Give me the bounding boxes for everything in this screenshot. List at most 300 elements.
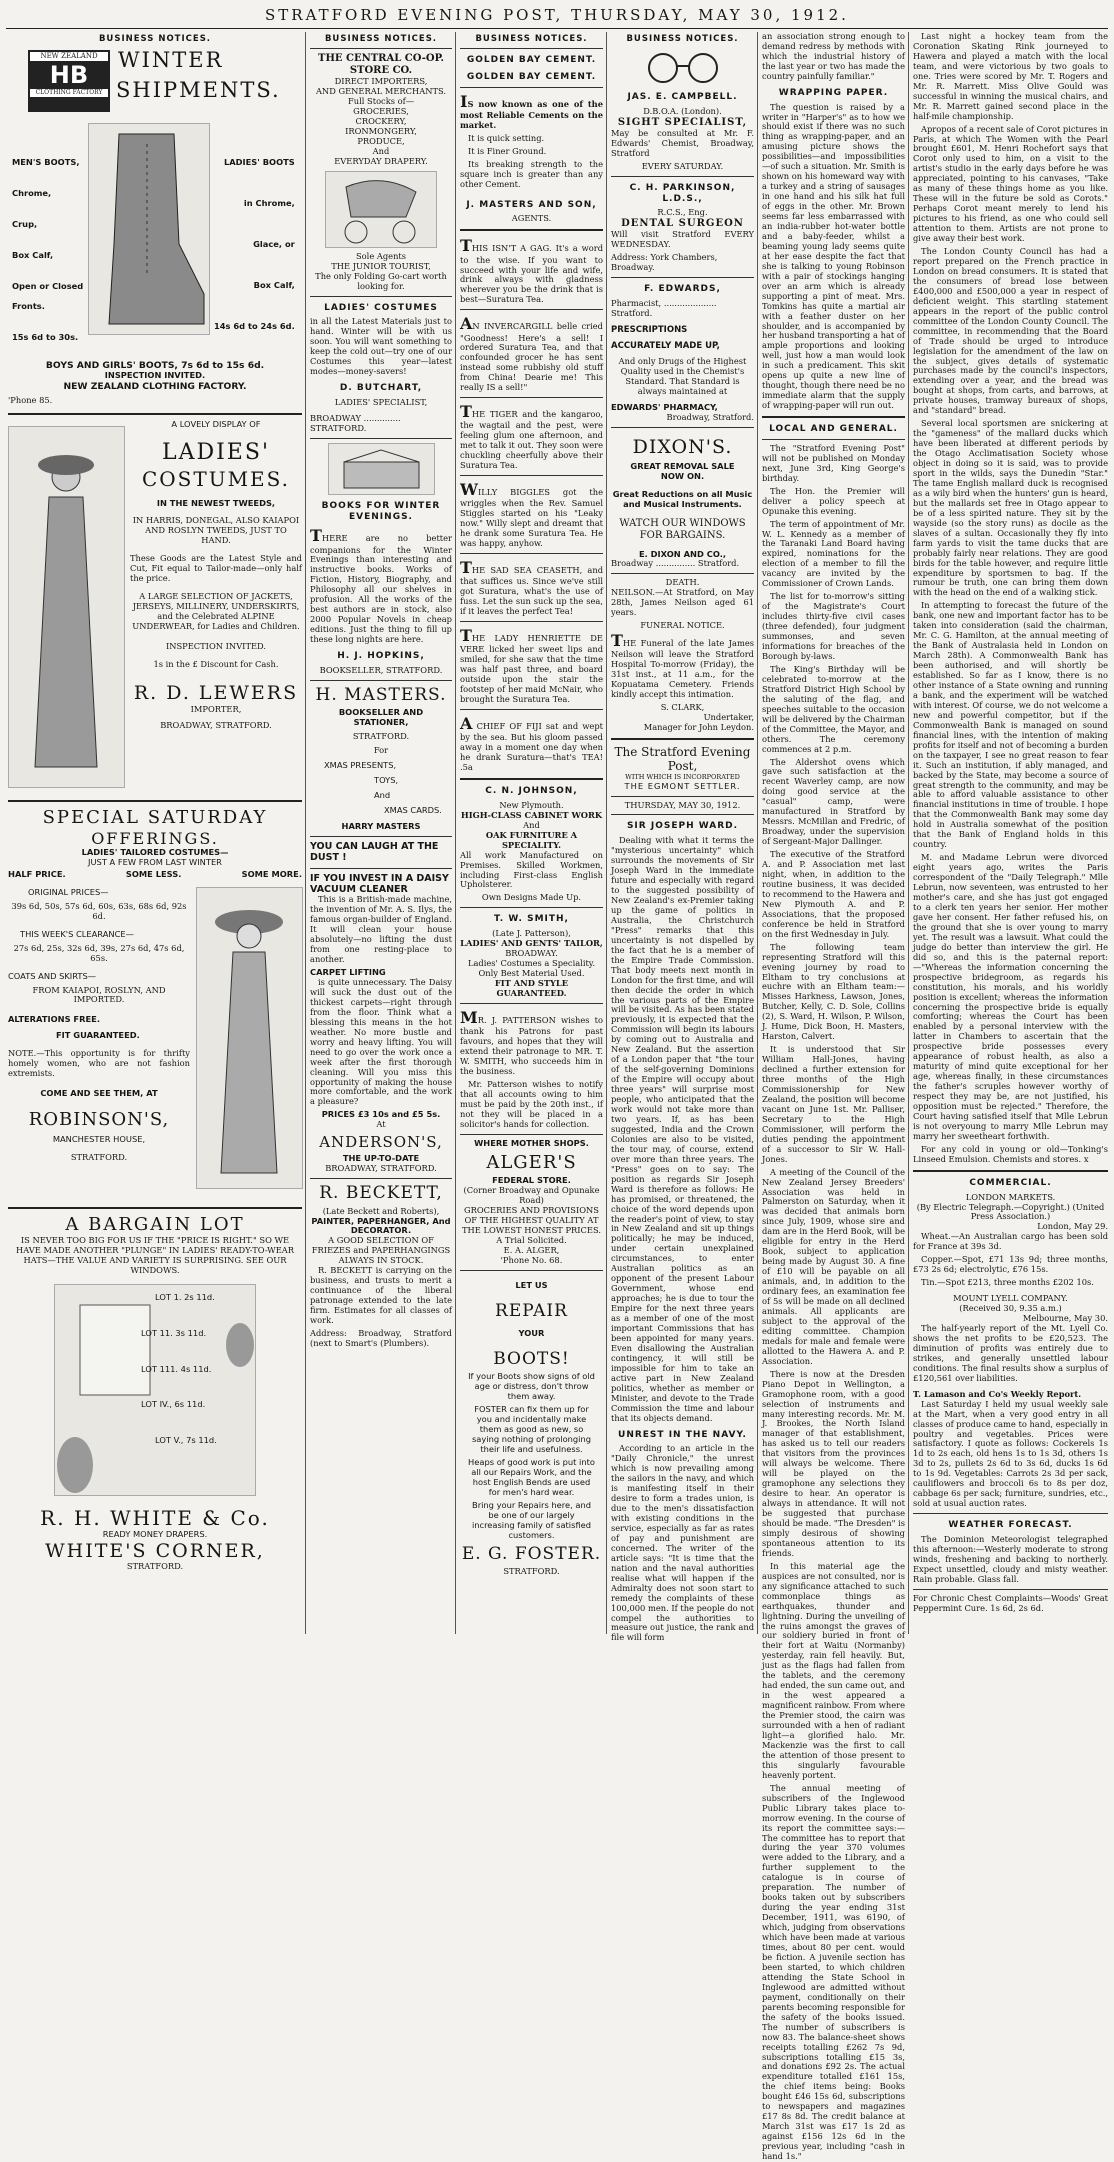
rule [762, 439, 905, 440]
parkinson-sub: R.C.S., Eng. [657, 207, 708, 218]
cement-text: IS now known as one of the most Reliable Cements on the market. [460, 91, 603, 130]
column-divider [908, 32, 909, 1634]
alterations: ALTERATIONS FREE. [8, 1014, 100, 1025]
column-divider [455, 32, 456, 1634]
lewers-title-2: COSTUMES. [141, 466, 291, 491]
list-item: Chrome, [12, 188, 52, 199]
smith-late: (Late J. Patterson), [492, 928, 571, 939]
edwards-role: Pharmacist, .................... Stratford. [611, 297, 717, 318]
rule [913, 1589, 1108, 1590]
navy-text: According to an article in the "Daily Chronicle," the unrest which is now prevailing among the sailors in the navy, and which is manifesting itself in their desire to form a trades union, is due to the men's dissatisfaction with existing conditions in the service, especially as far as rates of pay and punishment are concerned. The writer of the article says: "It is time that the nation and the naval authorities realise what will happen if the Admiralty does not soon start to remedy the complaints of these 100,000 men. If the people do not compel the authorities to measure out justice, the rank and file will form [611, 1443, 754, 1643]
smith-fit: FIT AND STYLE GUARANTEED. [494, 977, 569, 998]
spectacles-icon [638, 48, 728, 86]
carpet-text: is quite unnecessary. The Daisy will suck the dust out of the thickest carpets—right through from the floor. Think what a blessing this means in the hot weather. No more bustle and worry and heavy lifting. You will need to go over the work once a week after the first thorough cleaning. Will you miss this opportunity of making the house more comfortable, and the work a pleasure? [310, 976, 452, 1107]
rule [460, 1003, 603, 1004]
costume-illustration [8, 426, 125, 788]
local-item: The executive of the Stratford A. and P. Association met last night, when, in addition to the routine business, it was decided to recommend to the Hawera and New Plymouth A. and P. Associations, that the proposed conference be held in Stratford on the first Wednesday in July. [762, 849, 905, 939]
original-prices-label: ORIGINAL PRICES— [28, 886, 109, 897]
nz-clothing-ad [8, 48, 302, 408]
column-4 [611, 32, 754, 1643]
johnson-designs: Own Designs Made Up. [481, 892, 582, 903]
rule [460, 309, 603, 310]
week-prices: 27s 6d, 25s, 32s 6d, 39s, 27s 6d, 47s 6d, 65s. [13, 942, 185, 963]
beckett-address: Address: Broadway, Stratford (next to Smart's (Plumbers). [310, 1328, 452, 1348]
original-prices: 39s 6d, 50s, 57s 6d, 60s, 63s, 68s 6d, 92s 6d. [11, 900, 187, 921]
masthead-rule [6, 28, 1108, 29]
foster-name: E. G. FOSTER. [461, 1543, 602, 1564]
local-items [762, 444, 905, 2162]
local-item: Last night a hockey team from the Coronation Skating Rink journeyed to Hawera and played a match with the local team, and were victorious by two goals to one. Tries were scored by Mr. T. Rogers and Mr. R. Marrett. Miss Olive Gould was successful in winning the musical chairs, and Mr. R. Marrett gained second place in the half-mile championship. [913, 31, 1108, 121]
local-item: In attempting to forecast the future of the bank, one new and important factor has to be taken into consideration (said the chairman, Mr. C. G. Hamilton, at the annual meeting of the Bank of Australasia held in London on March 28th). A Commonwealth Bank has been authorised, and will shortly be established. So far as I know, there is no other instance of a State owning and running a bank, and the experiment will be watched with interest. Of course, we do not welcome a new and powerful competitor, but if the Commonwealth Bank is managed on sound financial lines, with the intention of making profits for itself and not of becoming a burden on the taxpayer, I see no great reason to fear it. Such an institution, if ably managed, and backed by the State, may become a source of great strength to the community, and may be able to afford valuable assistance to other financial institutions in time of trouble. I hope that the Commonwealth Bank may some day hold in Australia somewhat of the position that the Bank of England holds in this country. [913, 600, 1108, 850]
white-ad [8, 1214, 302, 1614]
edwards-pharmacy: EDWARDS' PHARMACY, [611, 402, 718, 412]
local-item: The "Stratford Evening Post" will not be published on Monday next, June 3rd, King George's birthday. [762, 442, 905, 483]
copper: Copper.—Spot, £71 13s 9d; three months, £73 2s 6d; electrolytic, £76 15s. [913, 1254, 1108, 1275]
tea-ad: THE LADY HENRIETTE DE VERE licked her sweet lips and smiled, for she saw that the time was half past three, and board outside upon the stair the footstep of her maid McNair, who brought the Suratura Tea. [460, 626, 603, 705]
rx-text: And only Drugs of the Highest Quality used in the Chemist's Standard. That Standard is always maintained at [618, 356, 747, 397]
robinson-title-2: OFFERINGS. [91, 828, 219, 848]
lewers-inspection: INSPECTION INVITED. [165, 641, 267, 652]
rule [460, 48, 603, 49]
local-item: The Hon. the Premier will deliver a policy speech at Opunake this evening. [762, 485, 905, 516]
rule [310, 680, 452, 681]
fit-guaranteed: FIT GUARANTEED. [56, 1030, 140, 1041]
rule [611, 738, 754, 740]
beckett-text: R. BECKETT is carrying on the business, and trusts to merit a continuance of the liberal patronage extended to the late firm. Estimates for all classes of work. [310, 1265, 452, 1326]
tea-ad: A CHIEF OF FIJI sat and wept by the sea. But his gloom passed away in a moment one day when he drank Suratura—that's TEA! .5a [460, 714, 603, 773]
tin: Tin.—Spot £213, three months £202 10s. [921, 1277, 1094, 1288]
foster-line: FOSTER can fix them up for you and incidentally make them as good as new, so saying nothing of prolonging their life and usefulness. [471, 1404, 592, 1455]
robinson-sub: JUST A FEW FROM LAST WINTER [88, 856, 222, 867]
spectacles-illustration [638, 48, 728, 86]
nz-footer-line: NEW ZEALAND CLOTHING FACTORY. [63, 381, 247, 393]
local-item: There is now at the Dresden Piano Depot in Wellington, a Gramophone room, with a good selection of instruments and many interesting records. Mr. M. J. Brookes, the North Island manager of that establishment, has asked us to tell our readers that visitors from the provinces will always be welcome. There will be played on the gramophone any selections they desire to hear. An operator is always in attendance. It will not be suggested that purchase should be made. "The Dresden" is simply desirous of showing spontaneous attention to its friends. [762, 1368, 905, 1558]
carpet-heading: CARPET LIFTING [310, 967, 386, 978]
butchart-text: in all the Latest Materials just to hand. Winter will be with us soon. You will want something to keep the cold out—try one of our Costumes this year—latest modes—money-savers! [310, 316, 452, 377]
rule [460, 778, 603, 780]
masters-items [310, 761, 452, 816]
tea-ad: THE SAD SEA CEASETH, and that suffices us. Since we've still got Suratura, what's the use of fuss. Let the sun suck up the sea, if it leaves the perfect Tea! [460, 558, 603, 617]
local-item: In this material age the auspices are not consulted, nor is any significance attached to such commonplace things as earthquakes, thunder and lightning. During the unveiling of the ruins amongst the graves of our soldiery buried in front of their fort at Waitu (Normanby) yesterday, rain fell heavily. But, just as the flags had fallen from the tablets, and the ceremony had ended, the sun came out, and in the west appeared a magnificent rainbow. From where the Premier stood, the cairn was surrounded with a hen of radiant light—a glorified halo. Mr. Mackenzie was the first to call the attention of those present to this singularly favourable heavenly portent. [762, 1560, 905, 1780]
rule [762, 416, 905, 418]
list-item: 14s 6d to 24s 6d. [214, 321, 295, 331]
wrapping-heading: WRAPPING PAPER. [778, 87, 889, 98]
lewers-tweeds: IN HARRIS, DONEGAL, ALSO KAIAPOI AND ROSLYN TWEEDS, JUST TO HAND. [132, 515, 300, 546]
books-text: THERE are no better companions for the Winter Evenings than interesting and instructive books. Works of Fiction, History, Biography, and Philosophy all our shelves in profusion. All the works of the best authors are in stock, also 2000 Popular Novels in cheap editions. Just the thing to fill up these long nights are here. [310, 526, 452, 645]
foster-line: Heaps of good work is put into all our Repairs Work, and the host English Bends are used for men's hard wear. [468, 1457, 595, 1497]
section-heading: BUSINESS NOTICES. [626, 34, 739, 44]
local-item: A meeting of the Council of the New Zealand Jersey Breeders' Association was held in Palmerston on Saturday, when it was decided that animals born since July, 1909, whose sire and dam are in the Herd Book, will be eligible for entry in the Herd Book, subject to application being made by August 30. A fine of £10 will be payable on all animals, and, in addition to the ordinary fees, an examination fee of 5s will be made on all declined animals. All applicants are subject to the approval of the editing committee. Champion medals for male and female were allotted to the Hawera A. and P. Association. [762, 1166, 905, 1366]
alger-sign: E. A. ALGER, [503, 1244, 560, 1255]
rule [611, 796, 754, 797]
list-item: LADIES' BOOTS [223, 157, 295, 168]
column-2 [310, 32, 452, 1632]
boot-illustration [88, 123, 210, 335]
alger-corner: (Corner Broadway and Opunake Road) [463, 1185, 600, 1206]
dixon-address: Broadway ............... Stratford. [611, 558, 740, 569]
local-item: The term of appointment of Mr. W. L. Kennedy as a member of the Taranaki Land Board having expired, nominations for the election of a member to fill the vacancy are invited by the Commissioner of Crown Lands. [762, 518, 905, 589]
nz-phone: 'Phone 85. [8, 395, 53, 406]
parkinson-address: Address: York Chambers, Broadway. [611, 252, 718, 273]
local-items-continued [913, 32, 1108, 1165]
anderson-sub: THE UP-TO-DATE [342, 1153, 420, 1164]
robinson-house: MANCHESTER HOUSE, [52, 1133, 146, 1144]
campbell-role: SIGHT SPECIALIST, [617, 116, 748, 128]
paper-title: The Stratford Evening Post, [614, 745, 751, 774]
robinson-note: NOTE.—This opportunity is for thrifty homely women, who are not fashion extremists. [8, 1048, 190, 1079]
coats-label: COATS AND SKIRTS— [8, 970, 97, 981]
nz-footer-line: BOYS AND GIRLS' BOOTS, 7s 6d to 15s 6d. [45, 360, 265, 372]
masters-town: STRATFORD. [352, 731, 410, 742]
cement-title: GOLDEN BAY CEMENT. [466, 55, 597, 66]
chronic-ad: For Chronic Chest Complaints—Woods' Great Peppermint Cure. 1s 6d, 2s 6d. [913, 1592, 1108, 1613]
rule [460, 397, 603, 398]
lewers-name: R. D. LEWERS [133, 681, 299, 704]
tea-ad: THE TIGER and the kangaroo, the wagtail and the pest, were feeling glum one afternoon, and met to talk it out. They soon were chuckling cheerfully above their Suratura Tea. [460, 402, 603, 471]
list-item: Open or Closed [12, 281, 84, 291]
local-item: The list for to-morrow's sitting of the Magistrate's Court includes thirty-five civil cases (three defended), four judgment summonses, and seven informations for breaches of the Borough by-laws. [762, 591, 905, 661]
dixon-name: DIXON'S. [632, 435, 733, 458]
rule [460, 907, 603, 908]
electric-telegraph: (By Electric Telegraph.—Copyright.) (United Press Association.) [916, 1201, 1105, 1222]
robinson-name: ROBINSON'S, [28, 1109, 170, 1131]
pram-caption: Sole Agents [355, 250, 407, 261]
butchart-title: LADIES' COSTUMES [324, 302, 438, 313]
mens-boots-list [12, 158, 83, 343]
masters-role: BOOKSELLER AND STATIONER, [338, 707, 424, 728]
rule [310, 48, 452, 49]
foster-line: If your Boots show signs of old age or distress, don't throw them away. [468, 1371, 595, 1402]
accurately: ACCURATELY MADE UP, [611, 341, 720, 351]
list-item: in Chrome, [243, 198, 295, 209]
lewers-role: IMPORTER, [190, 703, 242, 714]
robinson-price-row [8, 870, 302, 880]
rule [460, 1270, 603, 1271]
smith-material: Only Best Material Used. [478, 968, 585, 978]
rule [8, 1207, 302, 1209]
parkinson-role: DENTAL SURGEON [621, 218, 744, 230]
funeral-role: Undertaker, [703, 712, 754, 723]
lewers-intro: A LOVELY DISPLAY OF [171, 419, 261, 430]
patterson-notice: MR. J. PATTERSON wishes to thank his Patrons for past favours, and hopes that they will extend their patronage to MR. T. W. SMITH, who succeeds him in the business. [460, 1007, 603, 1076]
lady-figure-icon [197, 888, 302, 1188]
foster-repair: REPAIR [495, 1300, 568, 1321]
rule [310, 438, 452, 439]
johnson-town: New Plymouth. [499, 799, 564, 810]
column-3 [460, 32, 603, 1632]
wrapping-text: The question is raised by a writer in "Harper's" as to how we should exist if there was no such thing as wrapping-paper, and an amusing picture shows the possibilities—and impossibilities—of such a situation. Mr. Smith is shown on his homeward way with a turkey and a string of sausages in one hand and his silk hat full of eggs in the other. Mr. Brown seems far less embarrassed with an india-rubber hot-water bottle and a baby-feeder, whilst a beaming young lady seems quite at her ease despite the fact that she is talking to young Robinson with a pair of stockings hanging over an arm which is already supporting a pint of meat. Mrs. Tomkins has quite a martial air with a feather duster on her shoulder, and is accompanied by her husband transporting a hat of ample proportions and looking well, just how a man would look in such a predicament. This skit opens up quite a new line of thought, though there need be no immediate alarm that the supply of wrapping-paper will run out. [762, 101, 905, 411]
cement-agent: J. MASTERS AND SON, [466, 199, 597, 210]
rule [460, 553, 603, 554]
rule [460, 1134, 603, 1135]
lewers-title-1: LADIES' [161, 440, 270, 466]
nz-footer [8, 360, 302, 392]
cement-line: It is Finer Ground. [468, 145, 547, 156]
death-heading: DEATH. [665, 577, 700, 588]
johnson-text: All work Manufactured on Premises. Skilled Workmen, including First-class English Upholsterer. [460, 849, 603, 890]
cement-line: It is quick setting. [468, 132, 545, 143]
rule [460, 621, 603, 622]
dixon-company: E. DIXON AND CO., [638, 548, 727, 559]
lot-item: LOT 11. 3s 11d. [141, 1327, 207, 1338]
list-item: 15s 6d to 30s. [12, 331, 79, 342]
mount-lyell-text: The half-yearly report of the Mt. Lyell Co. shows the net profits to be £20,523. The diminution of profits was entirely due to strikes, and generally unsettled labour conditions. The final results show a surplus of £120,561 over liabilities. [913, 1322, 1108, 1383]
rule [310, 868, 452, 869]
tea-ads [460, 236, 603, 773]
johnson-and: And [523, 819, 540, 830]
cement-role: AGENTS. [511, 213, 552, 224]
coop-title: THE CENTRAL CO-OP. STORE CO. [318, 53, 444, 77]
rule [611, 277, 754, 278]
list-item: PRODUCE, [357, 135, 405, 146]
wheat: Wheat.—An Australian cargo has been sold for France at 39s 3d. [913, 1231, 1108, 1252]
paper-with: WITH WHICH IS INCORPORATED [625, 772, 740, 781]
books-role: BOOKSELLER, STRATFORD. [319, 664, 443, 675]
rule [8, 413, 302, 415]
lady-illustration [196, 887, 303, 1189]
lamason-heading: T. Lamason and Co's Weekly Report. [913, 1388, 1082, 1399]
coop-line: AND GENERAL MERCHANTS. [315, 86, 447, 97]
lewers-goods: These Goods are the Latest Style and Cut, Fit equal to Tailor-made—only half the price. [130, 553, 302, 584]
local-item: It is understood that Sir William Hall-Jones, having declined a further extension for three months of the High Commissionership for New Zealand, the position will become vacant on June 1st. Mr. Palliser, Secretary to the High Commissioner, will perform the duties pending the appointment of a successor to Sir W. Hall-Jones. [762, 1044, 905, 1164]
lot-list [141, 1291, 217, 1447]
anderson-name: ANDERSON'S, [319, 1133, 443, 1152]
pram-caption: THE JUNIOR TOURIST, [331, 260, 431, 271]
list-item: CROCKERY, [355, 116, 407, 126]
nz-title-2: SHIPMENTS. [116, 78, 281, 103]
books-illustration [328, 443, 435, 495]
nz-footer-line: INSPECTION INVITED. [104, 370, 206, 381]
list-item: Fronts. [12, 300, 45, 311]
lady-figure-icon [9, 427, 124, 787]
alger-where: WHERE MOTHER SHOPS. [474, 1137, 589, 1148]
london-date: London, May 29. [1037, 1221, 1108, 1232]
funeral-heading: FUNERAL NOTICE. [640, 620, 725, 631]
edwards-address: Broadway, Stratford. [666, 411, 754, 422]
column-1 [8, 32, 302, 1632]
butchart-address: BROADWAY .............. STRATFORD. [310, 412, 401, 433]
nz-title-1: WINTER [118, 48, 224, 73]
funeral-text: THE Funeral of the late James Neilson will leave the Stratford Hospital To-morrow (Friday), the 31st inst., at 11 a.m., for the Kopuatama Cemetery. Friends kindly accept this intimation. [611, 631, 754, 700]
alger-phone: 'Phone No. 68. [500, 1254, 563, 1265]
white-title: A BARGAIN LOT [65, 1214, 245, 1236]
coop-items [310, 107, 452, 167]
list-item: GROCERIES, [353, 106, 409, 117]
tea-ad: AN INVERCARGILL belle cried "Goodness! Here's a sell! I ordered Suratura Tea, and that confounded grocer he has sent instead some rubbishy old stuff from China! Dearie me! This really IS a sell!" [460, 314, 603, 393]
nz-logo [28, 50, 110, 112]
ward-text: Dealing with what it terms the "mysterious uncertainty" which surrounds the movements of Sir Joseph Ward in the immediate future and especially with regard to the suggested possibility of New Zealand's ex-Premier taking up the game of politics in Australia, the Christchurch "Press" remarks that this uncertainty is not dispelled by the fact that he is a member of the Empire Trade Commission. That body meets next month in London for the first time, and will then decide the order in which the various parts of the Empire will be visited. As has been stated previously, it is expected that the Commission will begin its labours by coming out to Australia and New Zealand. But the assertion of a London paper that "the tour of the self-governing Dominions of the Empire will occupy about three years" will surprise most people, who anticipated that the work would not take more than two years. If, as has been suggested, India and the Crown Colonies are also to be visited, the tour may, of course, extend over more than three years. The "Press" goes on to say: The position as regards Sir Joseph Ward is therefore as follows: He has promised, or threatened, the choice of the word depends upon the reader's point of view, to stay in New Zealand and sit up things politically; he may be induced, under certain unexplained circumstances, to enter Australian politics as an opponent of the present Labour Government, whose end approaches; he is due to tour the Empire for the next three years as a member of one of the most important Commissions that has been appointed for many years. Even disallowing the Australian contingency, it will still be impossible for him to take an active part in New Zealand politics, whether as member or Minister, and devote to the Trade Commission the time and labour that its objects demand. [611, 835, 754, 1423]
received: (Received 30, 9.35 a.m.) [959, 1303, 1062, 1314]
list-item: And [372, 145, 390, 156]
parkinson-name: C. H. PARKINSON, L.D.S., [629, 182, 736, 204]
robinson-ad [8, 807, 302, 1202]
coop-line: Full Stocks of— [348, 96, 414, 107]
rule [310, 296, 452, 297]
white-text: IS NEVER TOO BIG FOR US IF THE "PRICE IS RIGHT." SO WE HAVE MADE ANOTHER "PLUNGE" IN LADIES' READY-TO-WEAR HATS—THE VALUE AND VARIETY IS SURPRISING. SEE OUR WINDOWS. [15, 1234, 295, 1275]
at-label: At [376, 1119, 386, 1130]
rule [913, 1513, 1108, 1514]
some-more: SOME MORE. [241, 868, 302, 879]
vacuum-heading: YOU CAN LAUGH AT THE DUST ! [310, 840, 439, 864]
local-item: The annual meeting of subscribers of the Inglewood Public Library takes place to-morrow evening. In the course of its report the committee says:—The committee has to report that during the year 370 volumes were added to the Library, and a further supplement to the catalogue is in course of preparation. The number of books taken out by subscribers during the year ending 31st December, 1911, was 6190, of which, judging from observations which have been made at various times, about 80 per cent. would be fiction. A juvenile section has been started, to which children attending the State School in Inglewood are admitted without payment, conditionally on their parents becoming responsible for the safety of the books issued. The number of subscribers is now 83. The balance-sheet shows receipts totalling £262 7s 9d, subscriptions totalling £15 3s, and donations £92 2s. The actual expenditure totalled £161 15s, the chief items being: Books bought £46 15s 6d, subscriptions to newspapers and magazines £17 8s 8d. The credit balance at March 31st was £17 1s 2d as against £156 12s 6d in the previous year, including "cash in hand 1s." [762, 1782, 905, 2162]
rule [460, 229, 603, 231]
robinson-sub: LADIES' TAILORED COSTUMES— [81, 846, 229, 857]
lewers-address: BROADWAY, STRATFORD. [160, 719, 272, 730]
funeral-sign: S. CLARK, [660, 702, 705, 713]
prescriptions: PRESCRIPTIONS [611, 324, 688, 335]
coop-line: DIRECT IMPORTERS, [334, 76, 428, 87]
foster-text [460, 1372, 603, 1540]
local-item: The following team representing Stratford will this evening journey by road to Eltham to try conclusions at euchre with an Eltham team:—Misses Harkness, Lawson, Jones, Butcher, Kelly, C. D. Sole, Collins (2), S. Ward, H. Wilson, P. Wilson, J. Hume, Dick Boon, H. Masters, Harston, Calvert. [762, 941, 905, 1042]
rule [460, 475, 603, 476]
cement-line: Its breaking strength to the square inch is greater than any other Cement. [460, 158, 603, 189]
column-divider [305, 32, 306, 1634]
come-see: COME AND SEE THEM, AT [40, 1088, 158, 1099]
list-item: MEN'S BOOTS, [12, 157, 80, 168]
lot-item: LOT IV., 6s 11d. [141, 1399, 206, 1410]
local-item: M. and Madame Lebrun were divorced eight years ago, writes the Paris correspondent of the "Daily Telegraph." Mlle Lebrun, now seventeen, was entrusted to her mother's care, and she has just got engaged to a clerk ten years her senior. Her mother gave her consent. Her father refused his, on the ground that she is over young to marry yet. The result was a lawsuit. What could the judge do better than interview the girl. He did so, and this is the paternal report:—"Whereas the information concerning the prospective bridegroom, as regards his constitution, his morals, and his worldly position is excellent; whereas the information concerning the prospective bride is equally comforting; whereas the Court has been enabled by a personal interview with the latter in Chambers to ascertain that the prospective bride possesses every appearance of robust health, as also a maturity of mind quite exceptional for her age, whereas finally, in these circumstances the father's scruples however worthy of respect they may be, are not justified, his opposition must be rejected." Therefore, the Court having satisfied itself that Mlle Lebrun is not overyoung to marry Mlle Lebrun may marry her sweetheart forthwith. [913, 852, 1108, 1141]
column-divider [757, 32, 758, 1634]
local-heading: LOCAL AND GENERAL. [769, 424, 898, 435]
hat-display-illustration [54, 1284, 256, 1496]
rule [460, 709, 603, 710]
list-item: IRONMONGERY, [345, 125, 417, 136]
robinson-town: STRATFORD. [70, 1151, 128, 1162]
rule [460, 87, 603, 88]
tea-ad: WILLY BIGGLES got the wriggles when the Rev. Samuel Stiggles started on his "Leaky now." Willy slept and dreamt that he drank some Suratura Tea. He was happy, anyhow. [460, 480, 603, 549]
beckett-role: PAINTER, PAPERHANGER, And DECORATOR. [311, 1215, 451, 1236]
campbell-dbo: D.B.O.A. (London). [643, 105, 722, 116]
lamason-text: Last Saturday I held my usual weekly sale at the Mart, when a very good entry in all classes of produce came to hand, especially in poultry and vegetables. Prices were satisfactory. I quote as follows: Cockerels 1s 1d to 2s each, old hens 1s to 1s 3d, others 1s 3d to 2s, pullets 2s 6d to 3s 6d, ducks 1s 6d to 1s 9d. Vegetables: Carrots 2s 3d per sack, cauliflowers and broccoli 6s to 8s per doz, cabbage 6s per sack; furniture, sundries, etc., sold at usual auction rates. [913, 1398, 1108, 1509]
vacuum-prices: PRICES £3 10s and £5 5s. [321, 1109, 441, 1120]
patterson-notice: Mr. Patterson wishes to notify that all accounts owing to him must be paid by the 20th inst., if not they will be placed in a solicitor's hands for collection. [460, 1078, 603, 1129]
johnson-oak: OAK FURNITURE A SPECIALITY. [485, 829, 578, 850]
rule [611, 427, 754, 428]
cement-lines [460, 134, 603, 190]
foster-let: LET US [515, 1279, 548, 1290]
logo-text: NEW ZEALAND [30, 52, 108, 60]
pram-text: The only Folding Go-cart worth looking for. [315, 270, 447, 291]
alger-store: FEDERAL STORE. [492, 1175, 571, 1186]
foster-boots: BOOTS! [493, 1349, 570, 1369]
white-town: STRATFORD. [126, 1561, 184, 1572]
tea-ad: THIS ISN'T A GAG. It's a word to the wise. If you want to succeed with your life and wife, drink always with gladness wherever you be the drink that is best—Suratura Tea. [460, 236, 603, 305]
smith-name: T. W. SMITH, [494, 914, 569, 925]
lewers-newest: IN THE NEWEST TWEEDS, [156, 497, 276, 508]
white-corner: WHITE'S CORNER, [45, 1539, 265, 1562]
beckett-name: R. BECKETT, [319, 1183, 443, 1204]
section-heading: BUSINESS NOTICES. [324, 34, 438, 44]
books-icon [329, 444, 434, 494]
rule [611, 573, 754, 574]
dixon-sale: GREAT REMOVAL SALE [630, 460, 735, 471]
list-item: Crup, [12, 219, 38, 230]
local-item: The King's Birthday will be celebrated to-morrow at the Stratford District High School by the saluting of the flag, and speeches suitable to the occasion will be delivered by the Chairman of the Committee, the Mayor, and others. The ceremony commences at 2 p.m. [762, 663, 905, 754]
paper-date: THURSDAY, MAY 30, 1912. [624, 799, 741, 810]
rule [913, 1170, 1108, 1172]
rule [310, 836, 452, 837]
vacuum-heading: IF YOU INVEST IN A DAISY VACUUM CLEANER [310, 872, 449, 895]
edwards-name: F. EDWARDS, [644, 284, 721, 295]
boot-icon [89, 124, 209, 334]
cement-title: GOLDEN BAY CEMENT. [466, 71, 597, 82]
list-item: Glace, or [253, 239, 295, 250]
logo-mark: HB [49, 60, 89, 89]
campbell-every: EVERY SATURDAY. [641, 160, 724, 171]
campbell-text: May be consulted at Mr. F. Edwards' Chemist, Broadway, Stratford [611, 127, 754, 158]
parkinson-text: Will visit Stratford EVERY WEDNESDAY. [611, 229, 754, 250]
ladies-boots-list [214, 158, 295, 332]
lot-item: LOT 111. 4s 11d. [141, 1363, 212, 1374]
mount-lyell-heading: MOUNT LYELL COMPANY. [953, 1293, 1068, 1304]
smith-spec: Ladies' Costumes a Speciality. [467, 958, 596, 969]
list-item: EVERYDAY DRAPERY. [334, 155, 428, 166]
dixon-text: Great Reductions on all Music and Musical Instruments. [612, 488, 753, 509]
local-item: Several local sportsmen are snickering at the "gameness" of the mallard ducks which have been liberated at different periods by the Otago Acclimatisation Society whose object in doing so it is said, was to provide sport in the wilds, says the Dunedin "Star." The tame English mallard duck is recognised as a wily bird when the hunters' gun is heard, but the mallards set free in Otago appear to be of a less spirited nature. They sit by the wayside (so the story runs) as docile as the slaves of a sultan. Occasionally they fly into farm yards to visit the tame ducks that are probably fairly near relations. They are good birds for the table however, and require little expenditure by sportsmen to bag. If the rumour be truth, one can bring them down with the head on the end of a walking stick. [913, 418, 1108, 598]
dixon-now: NOW ON. [660, 470, 705, 481]
robinson-title-1: SPECIAL SATURDAY [42, 807, 268, 829]
books-name: H. J. HOPKINS, [337, 651, 425, 662]
list-item: Box Calf, [253, 280, 295, 291]
column-divider [606, 32, 607, 1634]
masters-for: For [373, 745, 389, 756]
vacuum-text: This is a British-made machine, the invention of Mr. A. S. Ilys, the famous organ-builder of England. It will clean your house absolutely—no lifting the dust from one resting-place to another. [310, 894, 452, 965]
commercial-heading: COMMERCIAL. [969, 1177, 1052, 1188]
books-title: BOOKS FOR WINTER EVENINGS. [321, 500, 441, 522]
list-item: XMAS PRESENTS, [324, 760, 397, 771]
pram-icon [326, 172, 436, 247]
death-text: NEILSON.—At Stratford, on May 28th, James Neilson aged 61 years. [611, 587, 754, 618]
list-item: XMAS CARDS. [384, 804, 442, 815]
column-6 [913, 32, 1108, 1632]
lewers-text [130, 420, 302, 730]
weather-heading: WEATHER FORECAST. [948, 1520, 1073, 1531]
johnson-name: C. N. JOHNSON, [485, 786, 578, 797]
section-heading: BUSINESS NOTICES. [98, 34, 212, 44]
masthead: STRATFORD EVENING POST, THURSDAY, MAY 30, 1912. [265, 6, 849, 24]
lewers-ad [8, 420, 302, 795]
campbell-name: JAS. E. CAMPBELL. [627, 92, 738, 103]
list-item: And [374, 789, 391, 800]
rule [611, 814, 754, 815]
weather-text: The Dominion Meteorologist telegraphed this afternoon:—Westerly moderate to strong winds, freshening and backing to northerly. Expect unsettled, cloudy and misty weather. Rain probable. Glass fall. [913, 1533, 1108, 1584]
foster-your: YOUR [518, 1328, 545, 1339]
list-item: TOYS, [374, 774, 399, 785]
lewers-selection: A LARGE SELECTION OF JACKETS, JERSEYS, MILLINERY, UNDERSKIRTS, and the Celebrated ALPINE UNDERWEAR, for Ladies and Children. [132, 591, 300, 632]
local-item: Apropos of a recent sale of Corot pictures in Paris, at which The Women with the Pearl brought £601, M. Henri Rochefort says that Corot only used to him, on a visit to the artist's studio in the early days before he was appreciated, pointing to his canvases, "Take as many of these things home as you like. These will in the future be sold as Corots." Perhaps Corot meant merely to lend his pictures to his friend, as one who could sell attention to them. Artists are not prone to give away their best work. [913, 123, 1108, 244]
alger-trial: A Trial Solicited. [496, 1234, 567, 1245]
johnson-role: HIGH-CLASS CABINET WORK [460, 809, 603, 820]
smith-address: BROADWAY. [505, 948, 558, 959]
robinson-details [8, 888, 190, 1163]
section-heading: BUSINESS NOTICES. [475, 34, 588, 44]
paper-settler: THE EGMONT SETTLER. [624, 780, 741, 791]
lot-item: LOT 1. 2s 11d. [155, 1291, 215, 1302]
rule [310, 1178, 452, 1179]
anderson-address: BROADWAY, STRATFORD. [325, 1163, 437, 1174]
local-item: The Aldershot ovens which gave such satisfaction at the recent Waverley camp, are now doing good service at the "casual" camp, were manufactured in Stratford by Messrs. McMillan and Fredric, of Broadway, under the supervision of Sergeant-Major Dallinger. [762, 756, 905, 847]
navy-continued: an association strong enough to demand redress by methods with which the industrial history of the last year or two has made the country painfully familiar." [762, 31, 905, 81]
foster-line: Bring your Repairs here, and be one of our largely increasing family of satisfied customers. [471, 1499, 592, 1540]
lot-item: LOT V., 7s 11d. [155, 1435, 217, 1446]
beckett-late: (Late Beckett and Roberts), [322, 1205, 440, 1216]
foster-town: STRATFORD. [503, 1566, 560, 1577]
dixon-watch: WATCH OUR WINDOWS FOR BARGAINS. [619, 517, 746, 541]
white-name: R. H. WHITE & Co. [40, 1505, 270, 1530]
navy-heading: UNREST IN THE NAVY. [618, 1429, 747, 1440]
lewers-discount: 1s in the £ Discount for Cash. [153, 658, 279, 669]
column-5 [762, 31, 905, 2162]
